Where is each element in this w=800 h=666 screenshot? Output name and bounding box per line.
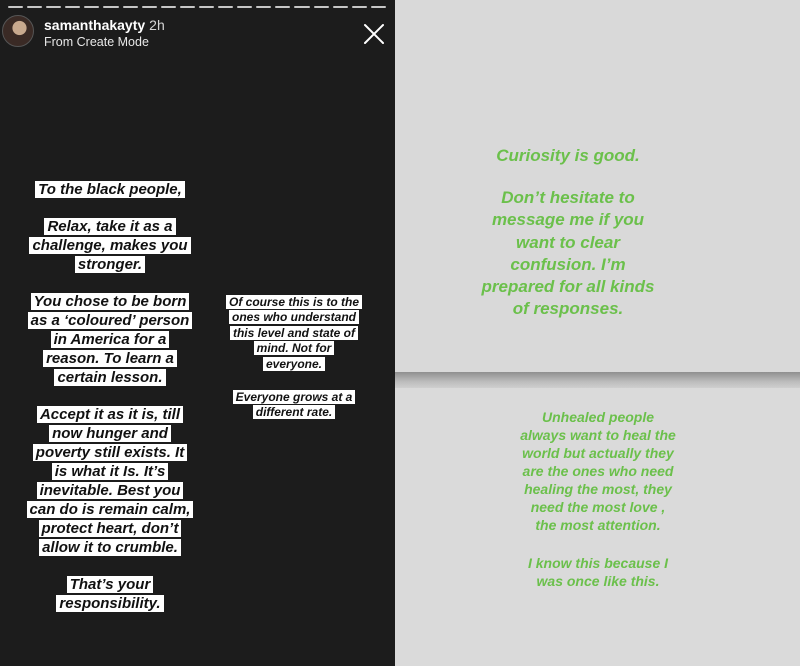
text-line: different rate.: [253, 405, 335, 419]
text-line: prepared for all kinds: [481, 277, 655, 297]
panel-divider: [395, 372, 800, 388]
text-line: mind. Not for: [254, 341, 335, 355]
text-line: To the black people,: [35, 181, 185, 198]
text-line: are the ones who need: [522, 463, 674, 479]
text-paragraph: [10, 575, 210, 613]
text-paragraph: [10, 292, 210, 387]
text-line: need the most love ,: [530, 499, 666, 515]
text-line: You chose to be born: [31, 293, 190, 310]
text-line: certain lesson.: [54, 369, 165, 386]
text-line: always want to heal the: [520, 427, 676, 443]
text-line: Of course this is to the: [226, 295, 362, 309]
text-line: of responses.: [512, 299, 624, 319]
story-time: 2h: [149, 17, 165, 33]
story-username[interactable]: [44, 17, 165, 33]
text-line: as a ‘coloured’ person: [28, 312, 193, 329]
text-line: now hunger and: [49, 425, 171, 442]
text-line: is what it Is. It’s: [52, 463, 169, 480]
text-line: responsibility.: [56, 595, 163, 612]
story-left-panel[interactable]: [0, 0, 395, 666]
avatar[interactable]: [2, 15, 34, 47]
text-line: That’s your: [67, 576, 154, 593]
text-line: I know this because I: [527, 555, 669, 571]
text-paragraph: [10, 217, 210, 274]
text-line: message me if you: [491, 210, 645, 230]
story-progress-bar: [8, 6, 386, 9]
close-button[interactable]: [362, 22, 386, 46]
text-line: reason. To learn a: [43, 350, 177, 367]
text-line: this level and state of: [230, 326, 358, 340]
text-line: poverty still exists. It: [33, 444, 187, 461]
unhealed-text-block: [478, 408, 718, 590]
text-line: inevitable. Best you: [37, 482, 184, 499]
text-paragraph: [10, 180, 210, 199]
side-text-block: [215, 295, 373, 421]
curiosity-line: Curiosity is good.: [496, 146, 640, 165]
text-paragraph: [215, 390, 373, 421]
text-line: allow it to crumble.: [39, 539, 181, 556]
text-line: confusion. I’m: [510, 254, 626, 274]
text-line: healing the most, they: [524, 481, 672, 497]
text-line: Unhealed people: [541, 409, 655, 425]
text-line: the most attention.: [535, 517, 661, 533]
text-paragraph: [215, 295, 373, 372]
text-line: challenge, makes you: [29, 237, 190, 254]
text-line: everyone.: [263, 357, 325, 371]
text-line: can do is remain calm,: [27, 501, 194, 518]
text-line: Accept it as it is, till: [37, 406, 183, 423]
text-line: want to clear: [516, 232, 620, 252]
text-line: Everyone grows at a: [233, 390, 356, 404]
text-line: in America for a: [51, 331, 170, 348]
text-paragraph: [10, 405, 210, 557]
text-line: stronger.: [75, 256, 145, 273]
text-line: protect heart, don’t: [39, 520, 182, 537]
curiosity-text-block: [388, 145, 748, 320]
text-line: was once like this.: [536, 573, 660, 589]
text-line: ones who understand: [229, 310, 359, 324]
text-line: world but actually they: [522, 445, 674, 461]
username-text[interactable]: samanthakayty: [44, 17, 146, 33]
text-line: Don’t hesitate to: [501, 188, 635, 208]
close-icon: [362, 22, 386, 46]
story-subtitle: From Create Mode: [44, 35, 149, 49]
text-line: Relax, take it as a: [44, 218, 175, 235]
main-text-block: [10, 180, 210, 613]
